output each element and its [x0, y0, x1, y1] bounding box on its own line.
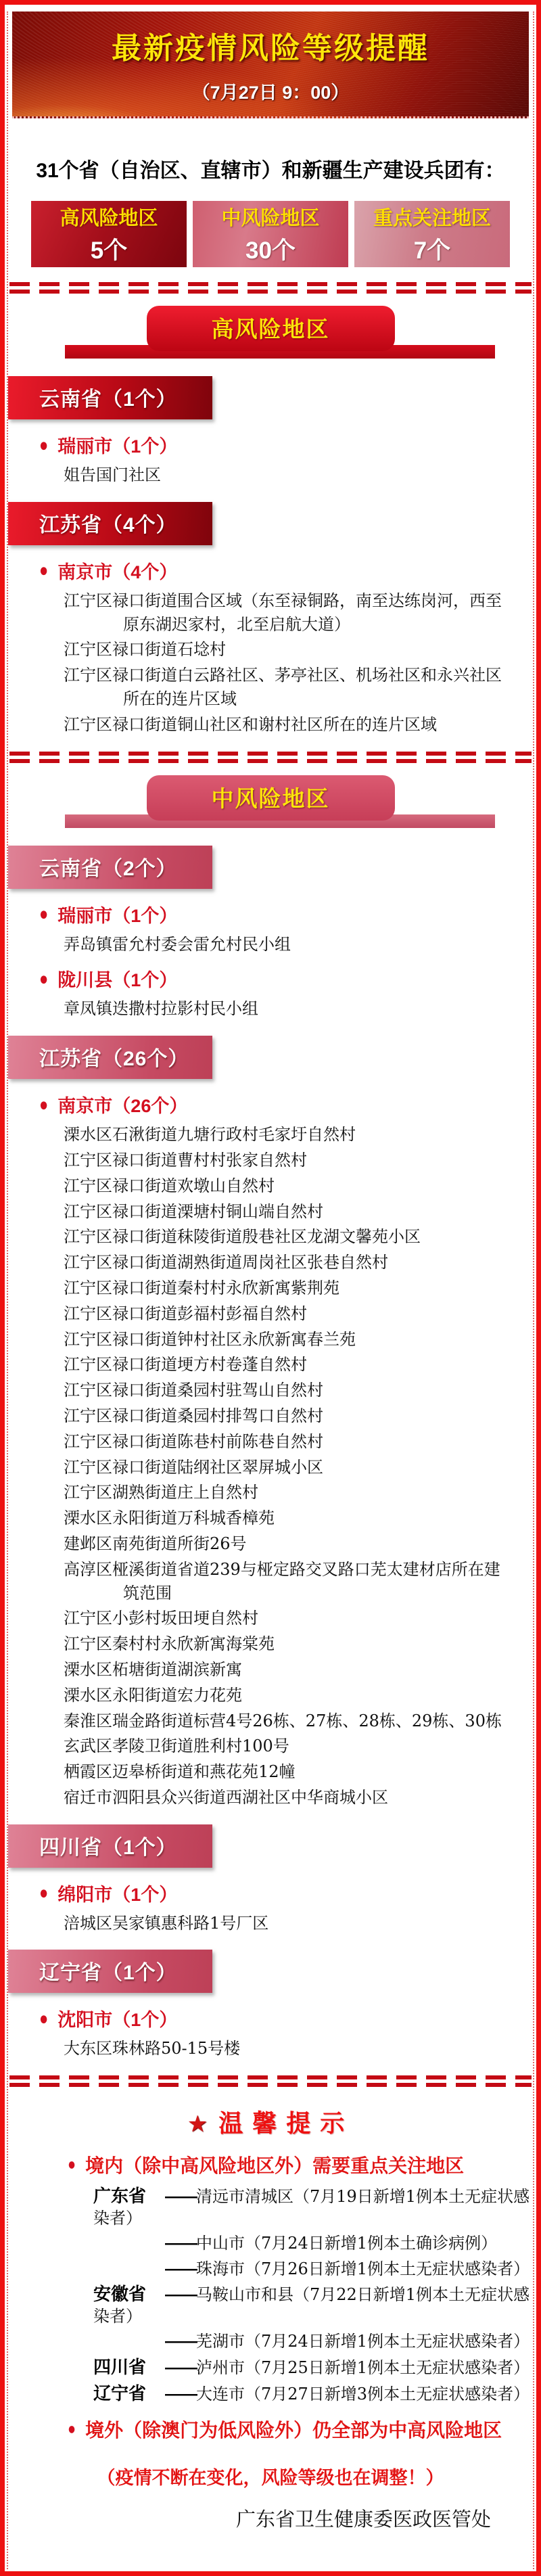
- city-line: [8, 1880, 533, 1906]
- area-item: 高淳区桠溪街道省道239与桠定路交叉路口芜太建材店所在建筑范围: [64, 1559, 500, 1603]
- area-item: 溧水区柘塘街道湖滨新寓: [64, 1659, 242, 1679]
- city-name: 南京市（26个）: [57, 1096, 188, 1117]
- header-banner: [12, 12, 529, 118]
- stat-count: 5个: [90, 237, 128, 264]
- area-item: 江宁区禄口街道彭福村彭福自然村: [64, 1304, 307, 1323]
- area-item: 大东区珠林路50-15号楼: [64, 2039, 241, 2058]
- tip-detail-text: 大连市（7月27日新增3例本土无症状感染者）: [196, 2384, 530, 2404]
- area-item: 建邺区南苑街道所街26号: [64, 1534, 247, 1553]
- bullet-icon: ●: [68, 2419, 76, 2439]
- area-item: 江宁区禄口街道铜山社区和谢村社区所在的连片区域: [64, 714, 437, 734]
- area-item: 溧水区永阳街道万科城香樟苑: [64, 1509, 275, 1528]
- header-date: （7月27日 9：00）: [191, 83, 350, 103]
- city-name: 沈阳市（1个）: [57, 2010, 178, 2031]
- tip-detail-row: [8, 2356, 533, 2379]
- area-item: 章凤镇迭撒村拉影村民小组: [64, 999, 258, 1019]
- area-item: 江宁区禄口街道陆纲社区翠屏城小区: [64, 1457, 323, 1477]
- area-item: 溧水区石湫街道九塘行政村毛家圩自然村: [64, 1125, 356, 1145]
- city-line: [8, 965, 533, 992]
- tip-dash: ——: [165, 2259, 196, 2278]
- tip-dash: ——: [165, 2384, 196, 2404]
- tip-bullet-text: 境外（除澳门为低风险外）仍全部为中高风险地区: [85, 2420, 502, 2441]
- risk-sections-host: [8, 282, 533, 2061]
- section-header-mid: [8, 775, 533, 828]
- area-item: 江宁区禄口街道欢墩山自然村: [64, 1176, 275, 1195]
- tip-detail-text: 马鞍山市和县（7月22日新增1例本土无症状感染者）: [93, 2285, 530, 2326]
- bullet-icon: ●: [39, 1093, 49, 1115]
- area-item: 江宁区禄口街道围合区域（东至禄铜路，南至达练岗河，西至原东湖迟家村，北至启航大道）: [64, 591, 502, 634]
- tips-bullets-host: [8, 2151, 533, 2443]
- stat-high-risk: [31, 201, 187, 267]
- stat-count: 30个: [245, 237, 296, 264]
- dashed-divider: [9, 2075, 532, 2087]
- area-item: 涪城区吴家镇惠科路1号厂区: [64, 1913, 269, 1933]
- city-name: 绵阳市（1个）: [57, 1884, 178, 1905]
- city-line: [8, 1091, 533, 1118]
- tip-detail-row: [8, 2283, 533, 2327]
- city-line: [8, 432, 533, 458]
- tip-detail-text: 泸州市（7月25日新增1例本土无症状感染者）: [196, 2358, 530, 2377]
- area-item: 江宁区禄口街道曹村村张家自然村: [64, 1150, 307, 1170]
- stat-label: 高风险地区: [60, 207, 158, 229]
- page-title: 最新疫情风险等级提醒: [112, 32, 429, 65]
- area-item: 江宁区小彭村坂田埂自然村: [64, 1609, 258, 1628]
- tip-province-label: 安徽省: [93, 2284, 147, 2305]
- tips-title-text: 温馨提示: [218, 2109, 354, 2138]
- tips-note: （疫情不断在变化，风险等级也在调整！）: [97, 2468, 444, 2489]
- tip-detail-text: 芜湖市（7月24日新增1例本土无症状感染者）: [196, 2332, 530, 2351]
- tip-bullet-line: [8, 2151, 533, 2178]
- poster-inner-frame: [7, 12, 534, 2569]
- tip-province-label: 广东省: [93, 2186, 147, 2207]
- city-line: [8, 557, 533, 584]
- area-item: 栖霞区迈皋桥街道和燕花苑12幢: [64, 1762, 296, 1782]
- area-item: 江宁区秦村村永欣新寓海棠苑: [64, 1634, 275, 1654]
- province-bar: 云南省（1个）: [8, 376, 212, 419]
- tip-dash: ——: [165, 2332, 196, 2351]
- tip-province-label: 辽宁省: [93, 2383, 147, 2404]
- bullet-icon: ●: [68, 2155, 76, 2174]
- area-item: 江宁区禄口街道秣陵街道殷巷社区龙湖文馨苑小区: [64, 1227, 421, 1247]
- area-item: 江宁区禄口街道桑园村驻驾山自然村: [64, 1381, 323, 1400]
- area-item: 江宁区禄口街道桑园村排驾口自然村: [64, 1406, 323, 1425]
- tip-province-label: 四川省: [93, 2356, 147, 2377]
- dashed-divider: [9, 282, 532, 294]
- tip-dash: ——: [165, 2285, 196, 2305]
- section-title-pill: 中风险地区: [147, 775, 395, 821]
- area-item: 溧水区永阳街道宏力花苑: [64, 1685, 242, 1705]
- city-name: 陇川县（1个）: [57, 970, 178, 991]
- province-bar: 云南省（2个）: [8, 846, 212, 889]
- tips-title: [8, 2104, 533, 2139]
- area-item: 江宁区禄口街道埂方村卷蓬自然村: [64, 1355, 307, 1375]
- city-name: 瑞丽市（1个）: [57, 436, 178, 457]
- summary-intro: 31个省（自治区、直辖市）和新疆生产建设兵团有：: [36, 160, 505, 182]
- tip-detail-row: [8, 2258, 533, 2280]
- stat-count: 7个: [413, 237, 451, 264]
- area-item: 弄岛镇雷允村委会雷允村民小组: [64, 934, 291, 954]
- city-line: [8, 2005, 533, 2031]
- section-title-pill: 高风险地区: [147, 306, 395, 351]
- area-item: 江宁区禄口街道陈巷村前陈巷自然村: [64, 1431, 323, 1451]
- city-name: 南京市（4个）: [57, 561, 178, 582]
- area-item: 江宁区禄口街道钟村社区永欣新寓春兰苑: [64, 1329, 356, 1349]
- area-item: 江宁区禄口街道石埝村: [64, 640, 226, 660]
- bullet-icon: ●: [39, 434, 49, 455]
- tip-detail-row: [8, 2330, 533, 2353]
- stat-label: 中风险地区: [221, 207, 320, 229]
- tip-detail-text: 珠海市（7月26日新增1例本土无症状感染者）: [196, 2259, 530, 2278]
- tip-detail-row: [8, 2185, 533, 2229]
- tip-dash: ——: [165, 2187, 196, 2207]
- stat-label: 重点关注地区: [373, 207, 491, 229]
- area-item: 姐告国门社区: [64, 465, 161, 484]
- dashed-divider: [9, 752, 532, 763]
- section-mid: [8, 752, 533, 2061]
- bullet-icon: ●: [39, 1881, 49, 1904]
- stat-mid-risk: [193, 201, 348, 267]
- signature: 广东省卫生健康委医政医管处: [235, 2508, 491, 2531]
- province-bar: 江苏省（26个）: [8, 1036, 212, 1079]
- tip-detail-row: [8, 2383, 533, 2406]
- area-item: 江宁区禄口街道溧塘村铜山端自然村: [64, 1201, 323, 1221]
- bullet-icon: ●: [39, 2007, 49, 2029]
- star-icon: ★: [187, 2111, 208, 2138]
- tip-bullet-text: 境内（除中高风险地区外）需要重点关注地区: [85, 2155, 465, 2177]
- tip-detail-row: [8, 2232, 533, 2255]
- tip-dash: ——: [165, 2234, 196, 2253]
- tip-dash: ——: [165, 2358, 196, 2377]
- city-name: 瑞丽市（1个）: [57, 905, 178, 926]
- section-high: [8, 282, 533, 737]
- section-header-high: [8, 306, 533, 359]
- area-item: 江宁区湖熟街道庄上自然村: [64, 1483, 258, 1502]
- area-item: 江宁区禄口街道秦村村永欣新寓紫荆苑: [64, 1278, 339, 1297]
- tips-section: [8, 2104, 533, 2532]
- area-item: 秦淮区瑞金路街道标营4号26栋、27栋、28栋、29栋、30栋: [64, 1711, 502, 1730]
- bullet-icon: ●: [39, 902, 49, 925]
- area-item: 江宁区禄口街道湖熟街道周岗社区张巷自然村: [64, 1253, 388, 1272]
- province-bar: 四川省（1个）: [8, 1824, 212, 1868]
- bullet-icon: ●: [39, 559, 49, 581]
- area-item: 江宁区禄口街道白云路社区、茅亭社区、机场社区和永兴社区所在的连片区域: [64, 666, 502, 708]
- stat-focus-areas: [354, 201, 510, 267]
- tip-detail-text: 中山市（7月24日新增1例本土确诊病例）: [196, 2234, 498, 2253]
- stats-row: [8, 201, 533, 267]
- bullet-icon: ●: [39, 967, 49, 989]
- area-item: 宿迁市泗阳县众兴街道西湖社区中华商城小区: [64, 1787, 388, 1807]
- tip-detail-text: 清远市清城区（7月19日新增1例本土无症状感染者）: [93, 2187, 530, 2228]
- city-line: [8, 901, 533, 927]
- area-item: 玄武区孝陵卫街道胜利村100号: [64, 1736, 289, 1756]
- tip-bullet-line: [8, 2416, 533, 2443]
- province-bar: 江苏省（4个）: [8, 502, 212, 545]
- province-bar: 辽宁省（1个）: [8, 1950, 212, 1993]
